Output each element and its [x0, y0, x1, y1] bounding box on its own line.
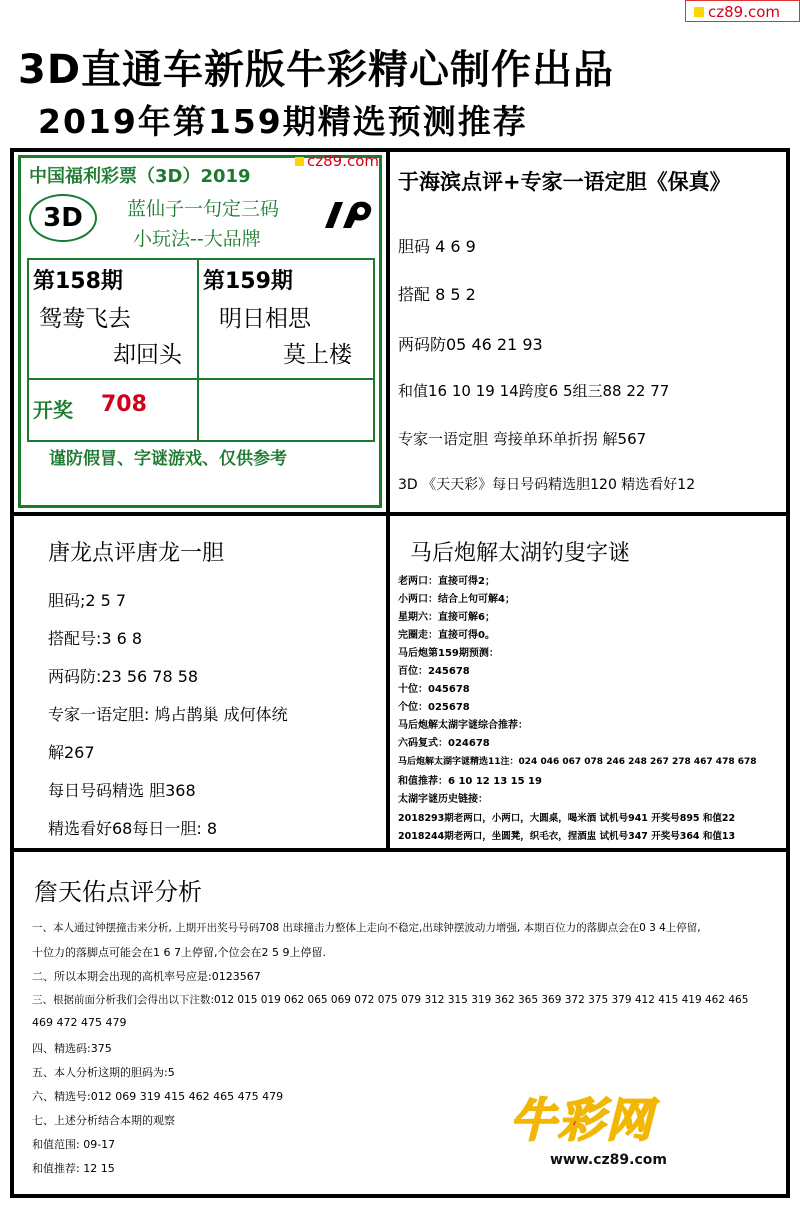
panel-ma-line: 马后炮解太湖字谜精选11注：024 046 067 078 246 248 267 278 467 478 678 [398, 757, 757, 767]
panel-yu-line: 和值16 10 19 14跨度6 5组三88 22 77 [398, 382, 670, 400]
panel-yu-line: 搭配 8 5 2 [398, 285, 476, 304]
page-subtitle: 2019年第159期精选预测推荐 [38, 102, 528, 141]
panel-ma-line: 马后炮解太湖字谜综合推荐： [398, 720, 528, 731]
draw-label: 开奖 [33, 398, 73, 422]
panel-ma-line: 个位：025678 [398, 702, 470, 713]
niucai-logo-url: www.cz89.com [550, 1152, 667, 1168]
panel-ma-line: 2018244期老两口，坐圆凳，织毛衣，捏酒盅 试机号347 开奖号364 和值13 [398, 831, 736, 842]
yellow-square-icon [295, 157, 304, 166]
draw-value: 708 [101, 392, 147, 417]
panel-ma [388, 514, 788, 850]
panel-ma-line: 老两口：直接可得2； [398, 576, 495, 587]
curr-issue: 第159期 [203, 269, 293, 294]
panel-yu-line: 胆码 4 6 9 [398, 237, 476, 256]
panel-tang-line: 专家一语定胆: 鸠占鹊巢 成何体统 [48, 705, 288, 724]
prev-line-2: 却回头 [113, 342, 182, 368]
panel-tang-line: 每日号码精选 胆368 [48, 781, 196, 800]
yellow-square-icon [694, 7, 704, 17]
panel-tang-line: 两码防:23 56 78 58 [48, 667, 199, 686]
panel-tang-title: 唐龙点评唐龙一胆 [48, 541, 225, 566]
niucai-logo [510, 1080, 760, 1180]
panel-ma-title: 马后炮解太湖钓叟字谜 [410, 541, 631, 566]
welfare-lottery-logo-icon [321, 198, 377, 234]
panel-zhan-line: 和值范围: 09-17 [32, 1138, 116, 1151]
panel-zhan-line: 六、精选号:012 069 319 415 462 465 475 479 [32, 1090, 284, 1103]
panel-yu-line: 3D 《天天彩》每日号码精选胆120 精选看好12 [398, 477, 696, 493]
panel-tang-line: 搭配号:3 6 8 [48, 629, 143, 648]
panel-yu [388, 150, 788, 514]
page-title: 3D直通车新版牛彩精心制作出品 [18, 47, 615, 93]
panel-zhan-title: 詹天佑点评分析 [34, 878, 202, 906]
prev-issue: 第158期 [33, 269, 123, 294]
panel-zhan-line: 469 472 475 479 [32, 1016, 127, 1029]
panel-zhan-line: 七、上述分析结合本期的观察 [32, 1114, 175, 1127]
panel-tang [12, 514, 388, 850]
card-grid [27, 258, 375, 442]
panel-tang-line: 精选看好68每日一胆: 8 [48, 819, 218, 838]
panel-ma-line: 太湖字谜历史链接： [398, 794, 488, 805]
lottery-card [18, 152, 382, 508]
panel-zhan-line: 二、所以本期会出现的高机率号应是:0123567 [32, 970, 261, 983]
curr-line-2: 莫上楼 [283, 342, 352, 368]
panel-yu-line: 两码防05 46 21 93 [398, 335, 543, 354]
panel-zhan-line: 一、本人通过钟摆撞击来分析, 上期开出奖号号码708 出球撞击力整体上走向不稳定,出球钟摆波动力增强, 本期百位力的落脚点会在0 3 4上停留, [32, 922, 701, 934]
panel-zhan-line: 和值推荐: 12 15 [32, 1162, 115, 1175]
panel-ma-line: 十位：045678 [398, 684, 470, 695]
niucai-logo-text: 牛彩网 [510, 1093, 654, 1147]
panel-ma-line: 和值推荐：6 10 12 13 15 19 [398, 776, 542, 787]
card-disclaimer: 谨防假冒、字谜游戏、仅供参考 [49, 449, 287, 469]
panel-zhan-line: 三、根据前面分析我们会得出以下注数:012 015 019 062 065 069 072 075 079 312 315 319 362 365 369 372 375 379 412 415 419 462 465 [32, 994, 749, 1006]
panel-zhan [12, 850, 788, 1196]
card-slogan-2: 小玩法--大品牌 [133, 228, 261, 250]
card-heading: 中国福利彩票（3D）2019 [29, 166, 251, 187]
panel-ma-line: 六码复式：024678 [398, 738, 490, 749]
grid-divider-v [197, 260, 199, 440]
panel-ma-line: 马后炮第159期预测： [398, 648, 499, 659]
panel-tang-line: 胆码;2 5 7 [48, 591, 127, 610]
curr-line-1: 明日相思 [219, 306, 311, 332]
panel-yu-line: 专家一语定胆 弯接单环单折拐 解567 [398, 430, 647, 448]
grid-divider-h [29, 378, 373, 380]
site-watermark: cz89.com [685, 0, 800, 22]
card-watermark: cz89.com [295, 152, 379, 170]
panel-ma-line: 小两口：结合上句可解4； [398, 594, 515, 605]
panel-zhan-line: 五、本人分析这期的胆码为:5 [32, 1066, 175, 1079]
panel-zhan-line: 十位力的落脚点可能会在1 6 7上停留,个位会在2 5 9上停留. [32, 946, 326, 959]
panel-ma-line: 星期六：直接可解6； [398, 612, 495, 623]
panel-tang-line: 解267 [48, 743, 95, 762]
card-slogan-1: 蓝仙子一句定三码 [127, 198, 280, 220]
panel-ma-line: 完圈走：直接可得0。 [398, 630, 495, 641]
panel-yu-title: 于海滨点评+专家一语定胆《保真》 [398, 170, 731, 194]
badge-3d-logo: 3D [29, 194, 97, 242]
panel-ma-line: 百位：245678 [398, 666, 470, 677]
panel-zhan-line: 四、精选码:375 [32, 1042, 112, 1055]
prev-line-1: 鸳鸯飞去 [39, 306, 131, 332]
panel-ma-line: 2018293期老两口，小两口，大圆桌，喝米酒 试机号941 开奖号895 和值22 [398, 813, 736, 824]
